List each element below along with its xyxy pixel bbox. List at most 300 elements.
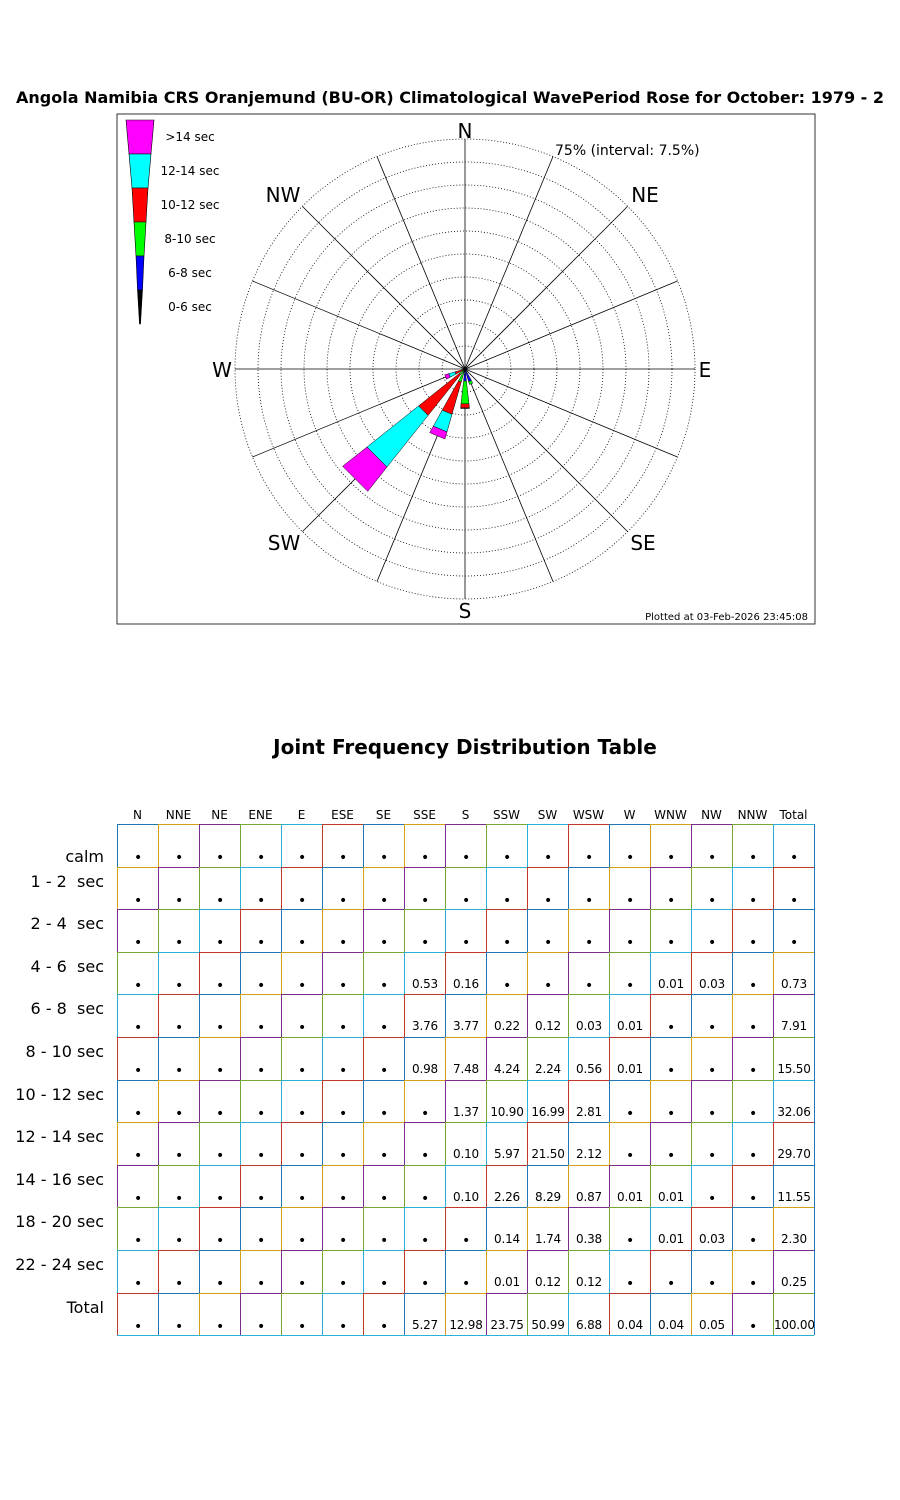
- table-cell: [650, 1207, 691, 1250]
- cell-value: •: [174, 850, 184, 866]
- table-cell: [691, 824, 732, 867]
- cell-value: •: [789, 892, 799, 909]
- table-cell: [650, 1122, 691, 1165]
- table-cell: [650, 909, 691, 952]
- table-cell: [158, 1293, 199, 1336]
- cell-value: •: [502, 850, 512, 866]
- cell-value: •: [748, 1276, 758, 1292]
- table-cell: [240, 909, 281, 952]
- table-cell: [281, 1165, 322, 1208]
- table-cell: [773, 867, 814, 910]
- legend-swatch-4: [134, 222, 146, 256]
- cell-value: 5.97: [494, 1147, 520, 1162]
- table-cell: [650, 1080, 691, 1123]
- table-cell: [445, 1250, 486, 1293]
- row-label: calm: [65, 847, 104, 866]
- cell-value: •: [297, 1105, 307, 1122]
- table-cell: [568, 1250, 609, 1293]
- cell-value: •: [256, 1233, 266, 1250]
- table-cell: [158, 1122, 199, 1165]
- cell-value: •: [338, 1105, 348, 1122]
- table-cell: [568, 1207, 609, 1250]
- cell-value: 0.87: [576, 1189, 602, 1204]
- table-cell: [527, 1165, 568, 1208]
- cell-value: •: [256, 1063, 266, 1079]
- column-header-sse: SSE: [413, 808, 436, 822]
- table-cell: [486, 1293, 527, 1336]
- cell-value: 0.03: [576, 1019, 602, 1034]
- table-cell: [158, 1207, 199, 1250]
- cell-value: •: [584, 935, 594, 952]
- cell-value: •: [625, 892, 635, 909]
- table-cell: [732, 1080, 773, 1123]
- table-cell: [773, 1037, 814, 1080]
- cell-value: 0.01: [617, 1189, 643, 1204]
- table-cell: [322, 909, 363, 952]
- table-cell: [117, 1037, 158, 1080]
- cell-value: 11.55: [777, 1189, 811, 1204]
- cell-value: •: [748, 1233, 758, 1250]
- cell-value: •: [379, 1020, 389, 1037]
- cell-value: •: [379, 1233, 389, 1250]
- table-cell: [568, 952, 609, 995]
- cell-value: •: [502, 935, 512, 952]
- table-cell: [158, 1250, 199, 1293]
- cell-value: •: [174, 1233, 184, 1250]
- cell-value: 0.01: [494, 1275, 520, 1289]
- cell-value: •: [174, 1276, 184, 1292]
- legend-label-3: 10-12 sec: [160, 198, 220, 212]
- table-cell: [609, 1293, 650, 1336]
- cell-value: •: [707, 892, 717, 909]
- cell-value: •: [297, 1148, 307, 1165]
- cell-value: 0.25: [781, 1275, 807, 1289]
- table-cell: [691, 909, 732, 952]
- cell-value: •: [584, 892, 594, 909]
- cell-value: 0.04: [658, 1317, 684, 1332]
- cell-value: 32.06: [777, 1104, 811, 1119]
- table-cell: [732, 952, 773, 995]
- cell-value: •: [707, 1063, 717, 1079]
- cell-value: 7.48: [453, 1062, 479, 1076]
- cell-value: •: [625, 977, 635, 994]
- compass-label-NE: NE: [631, 183, 659, 207]
- cell-value: 0.01: [658, 1232, 684, 1247]
- column-header-wnw: WNW: [654, 808, 687, 822]
- petal-SSE-band-3: [469, 381, 473, 385]
- table-cell: [527, 994, 568, 1037]
- table-title: Joint Frequency Distribution Table: [273, 735, 657, 759]
- cell-value: 1.74: [535, 1232, 561, 1247]
- cell-value: •: [379, 1318, 389, 1335]
- table-right-border: [814, 824, 815, 1335]
- table-cell: [281, 1080, 322, 1123]
- cell-value: •: [379, 1148, 389, 1165]
- cell-value: •: [584, 850, 594, 866]
- table-cell: [609, 1165, 650, 1208]
- cell-value: •: [379, 977, 389, 994]
- column-header-total: Total: [779, 808, 808, 822]
- table-cell: [568, 1122, 609, 1165]
- cell-value: 0.01: [617, 1019, 643, 1034]
- cell-value: 0.03: [699, 976, 725, 991]
- cell-value: 0.10: [453, 1147, 479, 1162]
- table-cell: [609, 1080, 650, 1123]
- cell-value: •: [748, 935, 758, 952]
- table-cell: [158, 1080, 199, 1123]
- table-cell: [773, 824, 814, 867]
- table-cell: [117, 1080, 158, 1123]
- cell-value: •: [338, 1190, 348, 1207]
- cell-value: 21.50: [531, 1147, 565, 1162]
- table-cell: [322, 1293, 363, 1336]
- cell-value: •: [174, 977, 184, 994]
- cell-value: •: [338, 1233, 348, 1250]
- cell-value: •: [666, 1020, 676, 1037]
- table-cell: [281, 1293, 322, 1336]
- table-cell: [486, 909, 527, 952]
- table-cell: [117, 824, 158, 867]
- cell-value: •: [625, 1105, 635, 1122]
- cell-value: •: [174, 1105, 184, 1122]
- table-cell: [445, 1080, 486, 1123]
- cell-value: •: [338, 1148, 348, 1165]
- cell-value: •: [215, 1063, 225, 1079]
- table-cell: [527, 1080, 568, 1123]
- cell-value: 29.70: [777, 1147, 811, 1162]
- cell-value: •: [379, 850, 389, 866]
- column-header-ene: ENE: [248, 808, 273, 822]
- table-cell: [117, 994, 158, 1037]
- table-cell: [158, 952, 199, 995]
- cell-value: •: [789, 850, 799, 866]
- table-cell: [240, 1037, 281, 1080]
- table-cell: [240, 1207, 281, 1250]
- table-cell: [486, 1080, 527, 1123]
- cell-value: •: [215, 1148, 225, 1165]
- table-cell: [486, 1165, 527, 1208]
- table-cell: [240, 952, 281, 995]
- cell-value: 0.56: [576, 1062, 602, 1076]
- table-cell: [609, 994, 650, 1037]
- row-label: 1 - 2 sec: [30, 871, 104, 891]
- cell-value: •: [379, 1063, 389, 1079]
- cell-value: •: [789, 935, 799, 952]
- table-cell: [486, 1037, 527, 1080]
- cell-value: 0.01: [658, 1189, 684, 1204]
- cell-value: •: [133, 850, 143, 866]
- cell-value: 23.75: [490, 1317, 524, 1332]
- column-header-nne: NNE: [165, 808, 192, 822]
- cell-value: •: [420, 1233, 430, 1250]
- cell-value: •: [420, 1148, 430, 1165]
- cell-value: •: [420, 935, 430, 952]
- cell-value: •: [666, 1063, 676, 1079]
- cell-value: •: [748, 1105, 758, 1122]
- cell-value: •: [297, 935, 307, 952]
- table-cell: [322, 1207, 363, 1250]
- cell-value: 0.03: [699, 1232, 725, 1247]
- cell-value: •: [133, 1105, 143, 1122]
- table-cell: [199, 1037, 240, 1080]
- table-cell: [650, 1165, 691, 1208]
- legend-swatch-5: [136, 256, 144, 290]
- table-cell: [732, 909, 773, 952]
- table-cell: [691, 867, 732, 910]
- table-cell: [650, 994, 691, 1037]
- cell-value: •: [461, 892, 471, 909]
- cell-value: •: [297, 1276, 307, 1292]
- legend-swatch-2: [129, 154, 151, 188]
- cell-value: 0.10: [453, 1189, 479, 1204]
- table-cell: [732, 867, 773, 910]
- cell-value: •: [543, 892, 553, 909]
- cell-value: •: [133, 1190, 143, 1207]
- row-label: 8 - 10 sec: [25, 1042, 104, 1061]
- cell-value: 0.05: [699, 1317, 725, 1332]
- table-cell: [732, 824, 773, 867]
- cell-value: •: [748, 1063, 758, 1079]
- cell-value: 2.26: [494, 1189, 520, 1204]
- table-cell: [363, 1037, 404, 1080]
- row-label: 18 - 20 sec: [15, 1212, 104, 1232]
- row-label: Total: [66, 1297, 104, 1317]
- table-cell: [363, 867, 404, 910]
- cell-value: 1.37: [453, 1104, 479, 1119]
- legend-swatch-3: [132, 188, 148, 222]
- cell-value: •: [420, 1276, 430, 1292]
- cell-value: •: [133, 1318, 143, 1335]
- table-cell: [322, 1080, 363, 1123]
- cell-value: •: [502, 977, 512, 994]
- cell-value: 0.98: [412, 1062, 438, 1076]
- cell-value: •: [174, 892, 184, 909]
- cell-value: 2.81: [576, 1104, 602, 1119]
- column-header-nw: NW: [701, 808, 722, 822]
- cell-value: •: [215, 977, 225, 994]
- row-label: 6 - 8 sec: [30, 999, 104, 1019]
- table-cell: [650, 867, 691, 910]
- table-cell: [650, 1293, 691, 1336]
- cell-value: •: [748, 850, 758, 866]
- cell-value: •: [379, 892, 389, 909]
- cell-value: •: [625, 1233, 635, 1250]
- table-cell: [486, 994, 527, 1037]
- cell-value: 0.12: [535, 1275, 561, 1289]
- table-cell: [281, 1250, 322, 1293]
- table-cell: [404, 1165, 445, 1208]
- cell-value: •: [707, 1148, 717, 1165]
- cell-value: •: [748, 892, 758, 909]
- table-cell: [404, 994, 445, 1037]
- column-header-wsw: WSW: [572, 808, 605, 822]
- cell-value: •: [215, 935, 225, 952]
- cell-value: •: [174, 1148, 184, 1165]
- table-cell: [363, 952, 404, 995]
- table-cell: [322, 952, 363, 995]
- cell-value: •: [338, 850, 348, 866]
- cell-value: •: [666, 850, 676, 866]
- cell-value: •: [707, 850, 717, 866]
- table-cell: [445, 824, 486, 867]
- cell-value: •: [461, 935, 471, 952]
- cell-value: •: [215, 1190, 225, 1207]
- cell-value: •: [338, 1276, 348, 1292]
- cell-value: •: [338, 1318, 348, 1335]
- table-cell: [158, 1165, 199, 1208]
- table-cell: [691, 1122, 732, 1165]
- table-cell: [568, 824, 609, 867]
- table-cell: [773, 1293, 814, 1336]
- cell-value: 0.01: [617, 1062, 643, 1076]
- table-cell: [117, 909, 158, 952]
- cell-value: 0.14: [494, 1232, 520, 1247]
- table-cell: [363, 1207, 404, 1250]
- table-cell: [773, 1207, 814, 1250]
- column-header-se: SE: [375, 808, 392, 822]
- table-cell: [240, 867, 281, 910]
- table-cell: [732, 1250, 773, 1293]
- table-cell: [691, 1207, 732, 1250]
- cell-value: •: [297, 1020, 307, 1037]
- row-label: 14 - 16 sec: [15, 1169, 104, 1189]
- table-cell: [158, 1037, 199, 1080]
- table-cell: [445, 1165, 486, 1208]
- cell-value: •: [215, 1020, 225, 1037]
- cell-value: •: [748, 1020, 758, 1037]
- column-header-ne: NE: [211, 808, 228, 822]
- table-cell: [363, 824, 404, 867]
- table-cell: [199, 1250, 240, 1293]
- cell-value: •: [256, 892, 266, 909]
- cell-value: •: [174, 1190, 184, 1207]
- table-cell: [199, 1080, 240, 1123]
- cell-value: •: [297, 1318, 307, 1335]
- table-cell: [404, 1037, 445, 1080]
- cell-value: •: [133, 1020, 143, 1037]
- table-cell: [609, 1037, 650, 1080]
- cell-value: •: [297, 892, 307, 909]
- compass-label-SW: SW: [267, 531, 301, 555]
- table-cell: [732, 994, 773, 1037]
- table-cell: [527, 1293, 568, 1336]
- table-cell: [527, 909, 568, 952]
- table-cell: [609, 952, 650, 995]
- table-cell: [773, 1250, 814, 1293]
- cell-value: •: [707, 1276, 717, 1292]
- column-header-sw: SW: [537, 808, 558, 822]
- table-cell: [322, 1122, 363, 1165]
- table-cell: [568, 994, 609, 1037]
- table-cell: [363, 909, 404, 952]
- cell-value: •: [338, 977, 348, 994]
- legend-label-2: 12-14 sec: [160, 164, 220, 178]
- table-cell: [609, 1250, 650, 1293]
- table-cell: [527, 1037, 568, 1080]
- table-cell: [404, 1207, 445, 1250]
- table-cell: [199, 867, 240, 910]
- cell-value: •: [625, 850, 635, 866]
- cell-value: •: [420, 1190, 430, 1207]
- table-cell: [404, 1293, 445, 1336]
- table-cell: [609, 867, 650, 910]
- table-cell: [240, 1165, 281, 1208]
- cell-value: 2.24: [535, 1062, 561, 1076]
- row-label: 2 - 4 sec: [30, 914, 104, 934]
- cell-value: 8.29: [535, 1189, 561, 1204]
- cell-value: •: [379, 1105, 389, 1122]
- table-cell: [322, 824, 363, 867]
- cell-value: 0.73: [781, 976, 807, 991]
- cell-value: 100.00: [774, 1317, 815, 1332]
- cell-value: •: [420, 1105, 430, 1122]
- cell-value: •: [748, 1190, 758, 1207]
- wave-period-rose: [0, 0, 900, 700]
- cell-value: •: [256, 1148, 266, 1165]
- table-cell: [609, 824, 650, 867]
- table-cell: [281, 1122, 322, 1165]
- table-cell: [527, 1122, 568, 1165]
- scale-label: 75% (interval: 7.5%): [555, 143, 700, 159]
- cell-value: 0.04: [617, 1317, 643, 1332]
- cell-value: 5.27: [412, 1317, 438, 1332]
- table-cell: [773, 1122, 814, 1165]
- cell-value: •: [625, 1276, 635, 1292]
- cell-value: •: [133, 977, 143, 994]
- compass-label-W: W: [212, 358, 232, 382]
- cell-value: 0.01: [658, 976, 684, 991]
- cell-value: •: [748, 977, 758, 994]
- table-cell: [404, 1250, 445, 1293]
- cell-value: •: [625, 1148, 635, 1165]
- cell-value: •: [338, 1020, 348, 1037]
- table-cell: [199, 824, 240, 867]
- row-label: 22 - 24 sec: [15, 1255, 104, 1274]
- table-cell: [281, 824, 322, 867]
- table-cell: [568, 1080, 609, 1123]
- cell-value: •: [666, 892, 676, 909]
- table-cell: [650, 1250, 691, 1293]
- cell-value: •: [625, 935, 635, 952]
- legend-label-5: 6-8 sec: [168, 266, 212, 280]
- cell-value: •: [215, 850, 225, 866]
- table-cell: [117, 1165, 158, 1208]
- table-cell: [199, 994, 240, 1037]
- table-cell: [240, 994, 281, 1037]
- table-cell: [404, 867, 445, 910]
- cell-value: •: [707, 1190, 717, 1207]
- cell-value: 3.77: [453, 1019, 479, 1034]
- cell-value: •: [543, 977, 553, 994]
- table-cell: [199, 1293, 240, 1336]
- table-cell: [691, 1165, 732, 1208]
- table-cell: [199, 1122, 240, 1165]
- table-cell: [322, 1250, 363, 1293]
- table-cell: [363, 1250, 404, 1293]
- compass-label-E: E: [698, 358, 712, 382]
- table-cell: [445, 1207, 486, 1250]
- cell-value: •: [174, 1318, 184, 1335]
- cell-value: •: [256, 1318, 266, 1335]
- cell-value: 15.50: [777, 1062, 811, 1076]
- table-cell: [240, 1122, 281, 1165]
- table-cell: [199, 1207, 240, 1250]
- cell-value: 7.91: [781, 1019, 807, 1034]
- table-cell: [732, 1207, 773, 1250]
- cell-value: •: [584, 977, 594, 994]
- cell-value: •: [133, 1233, 143, 1250]
- cell-value: 10.90: [490, 1104, 524, 1119]
